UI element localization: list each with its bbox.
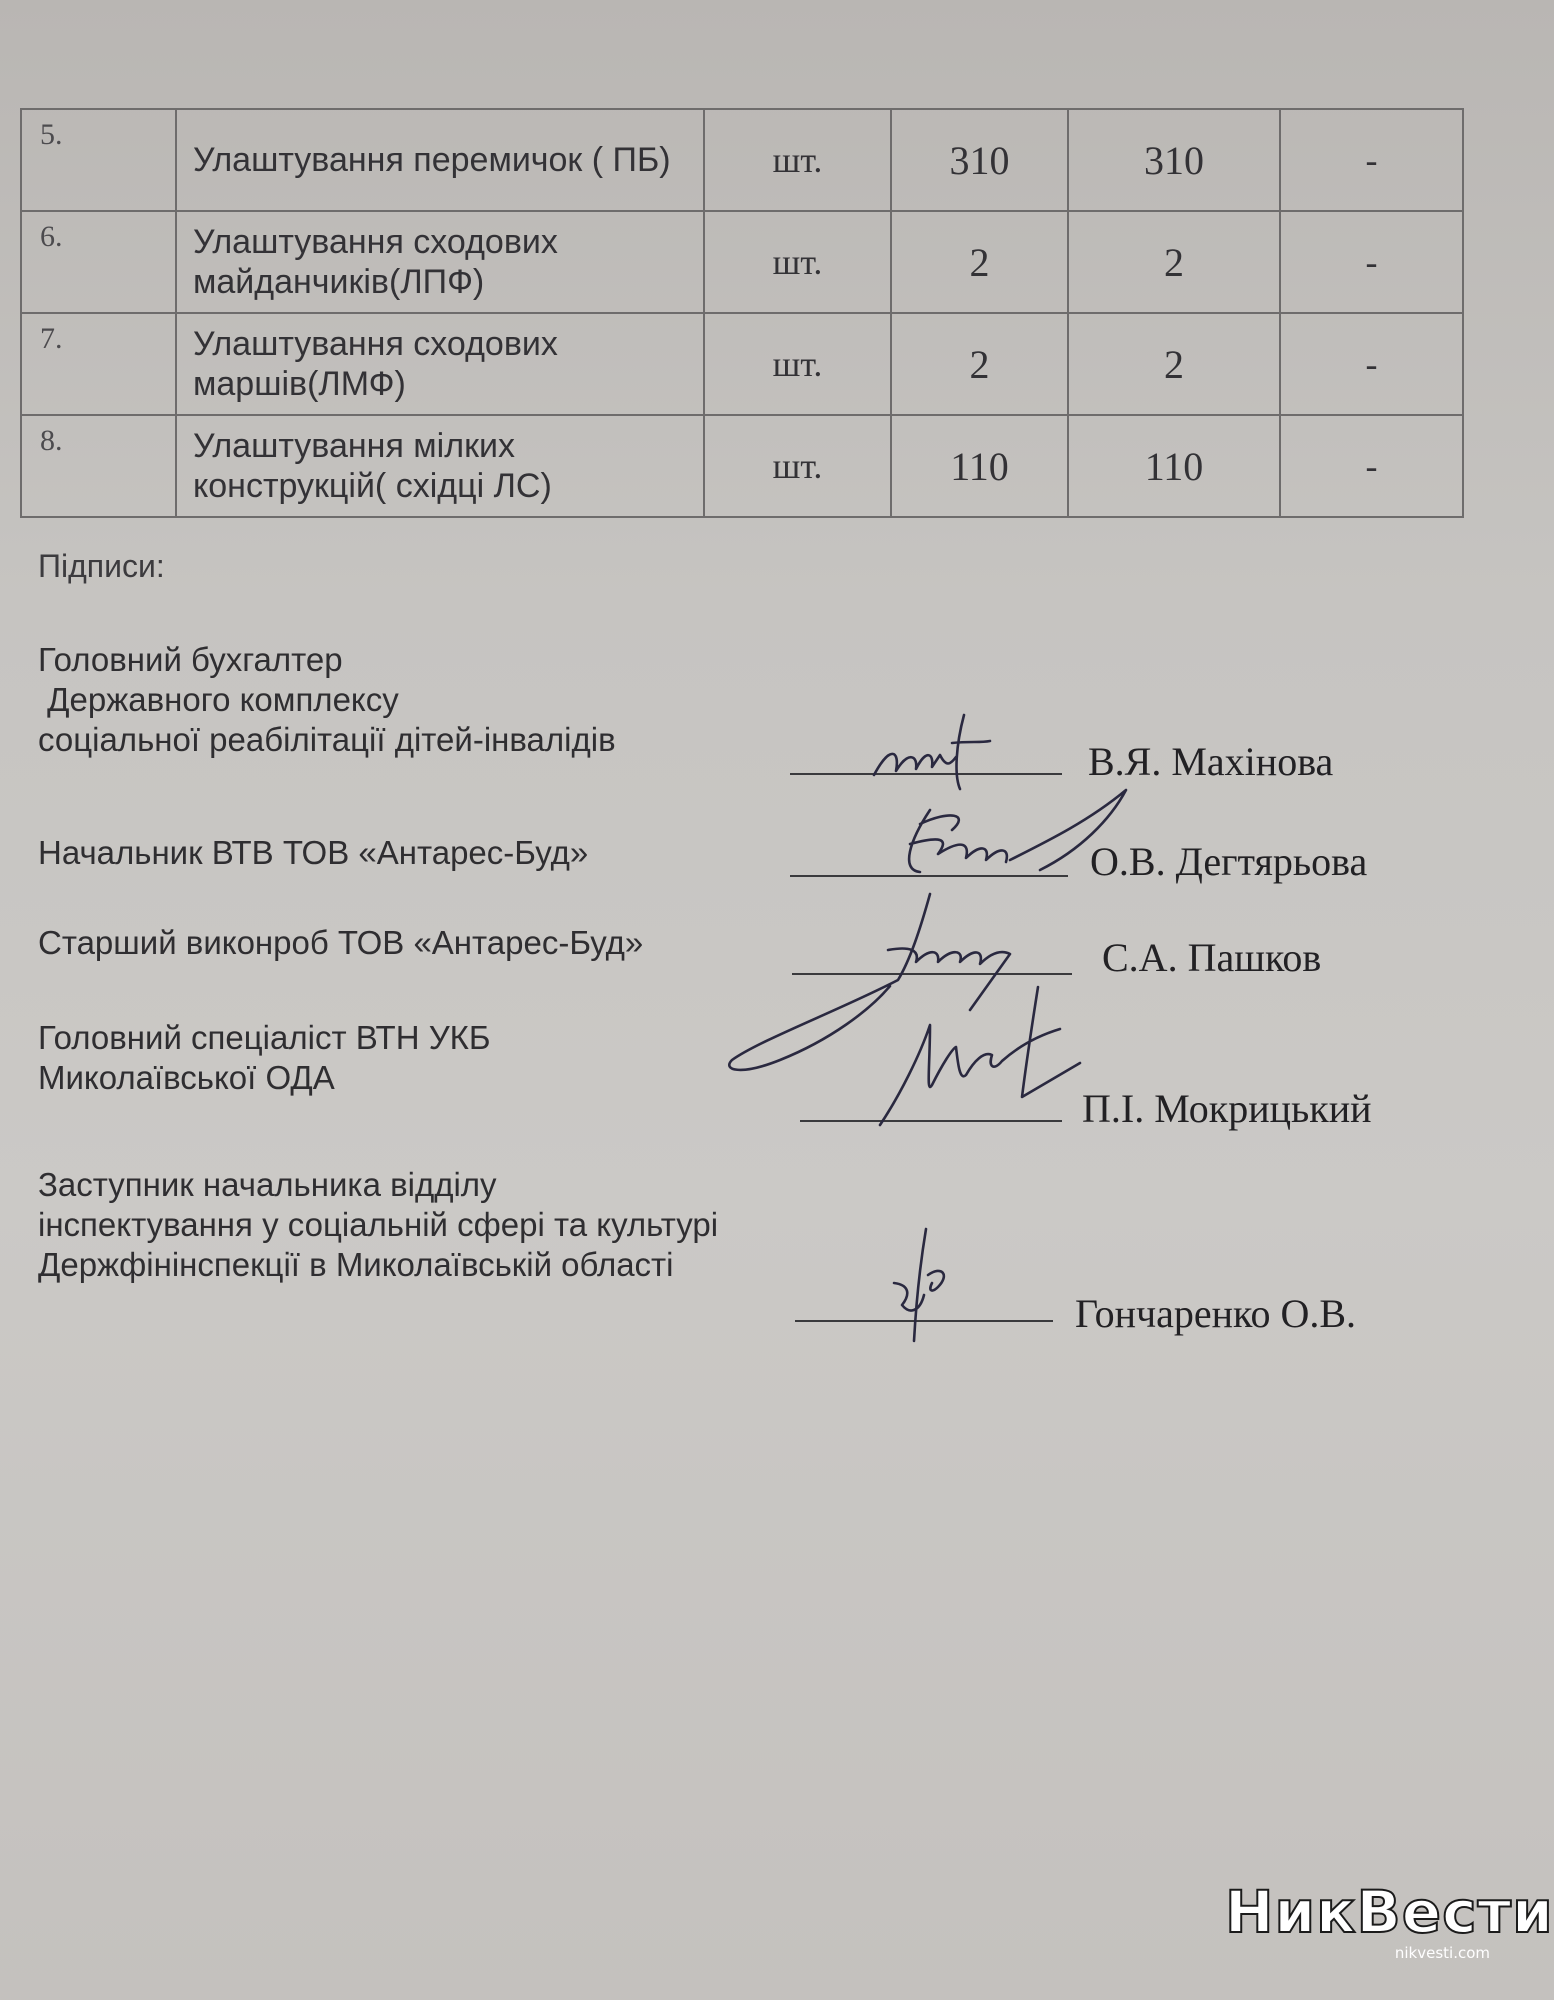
- handwritten-signature: [880, 1225, 970, 1345]
- row-number: 7.: [21, 313, 176, 415]
- quantity-planned: 310: [891, 109, 1068, 211]
- role-line: інспектування у соціальній сфері та культурі: [38, 1206, 719, 1243]
- signatory-role: [38, 1165, 718, 1285]
- brand-site: nikvesti.com: [1394, 1944, 1490, 1962]
- difference: -: [1280, 313, 1463, 415]
- unit: шт.: [704, 211, 891, 313]
- work-name: Улаштування перемичок ( ПБ): [176, 109, 704, 211]
- role-line: Миколаївської ОДА: [38, 1059, 335, 1096]
- unit: шт.: [704, 415, 891, 517]
- works-table: [20, 108, 1464, 518]
- role-line: Заступник начальника відділу: [38, 1166, 497, 1203]
- table-row: [21, 415, 1463, 517]
- table-row: [21, 313, 1463, 415]
- role-line: Державного комплексу: [38, 681, 399, 718]
- brand-name: НикВести: [1225, 1878, 1554, 1946]
- row-number: 8.: [21, 415, 176, 517]
- signatory-role: [38, 833, 588, 873]
- table-row: [21, 109, 1463, 211]
- difference: -: [1280, 211, 1463, 313]
- work-name: Улаштування сходових маршів(ЛМФ): [176, 313, 704, 415]
- signatory-role: [38, 923, 643, 963]
- watermark-logo: [1225, 1878, 1554, 1962]
- quantity-actual: 2: [1068, 211, 1280, 313]
- unit: шт.: [704, 109, 891, 211]
- work-name: Улаштування сходових майданчиків(ЛПФ): [176, 211, 704, 313]
- role-line: Начальник ВТВ ТОВ «Антарес-Буд»: [38, 834, 589, 871]
- role-line: Головний бухгалтер: [38, 641, 343, 678]
- signatory-name: Гончаренко О.В.: [1075, 1291, 1357, 1336]
- signatory-name: В.Я. Махінова: [1088, 739, 1334, 784]
- handwritten-signature: [860, 985, 1100, 1135]
- role-line: Головний спеціаліст ВТН УКБ: [38, 1019, 491, 1056]
- row-number: 6.: [21, 211, 176, 313]
- difference: -: [1280, 415, 1463, 517]
- table-row: [21, 211, 1463, 313]
- signatory-role: [38, 1018, 491, 1098]
- quantity-planned: 2: [891, 211, 1068, 313]
- signatures-heading: Підписи:: [38, 548, 165, 584]
- role-line: Держфінінспекції в Миколаївській області: [38, 1246, 674, 1283]
- quantity-actual: 310: [1068, 109, 1280, 211]
- quantity-actual: 110: [1068, 415, 1280, 517]
- signatory-role: [38, 640, 616, 760]
- row-number: 5.: [21, 109, 176, 211]
- quantity-actual: 2: [1068, 313, 1280, 415]
- work-name: Улаштування мілких конструкцій( східці ЛС): [176, 415, 704, 517]
- quantity-planned: 2: [891, 313, 1068, 415]
- quantity-planned: 110: [891, 415, 1068, 517]
- signatory-name: С.А. Пашков: [1102, 935, 1322, 980]
- signatory-name: О.В. Дегтярьова: [1090, 839, 1368, 884]
- role-line: соціальної реабілітації дітей-інвалідів: [38, 721, 616, 758]
- difference: -: [1280, 109, 1463, 211]
- signatory-name: П.І. Мокрицький: [1082, 1086, 1372, 1131]
- unit: шт.: [704, 313, 891, 415]
- role-line: Старший виконроб ТОВ «Антарес-Буд»: [38, 924, 644, 961]
